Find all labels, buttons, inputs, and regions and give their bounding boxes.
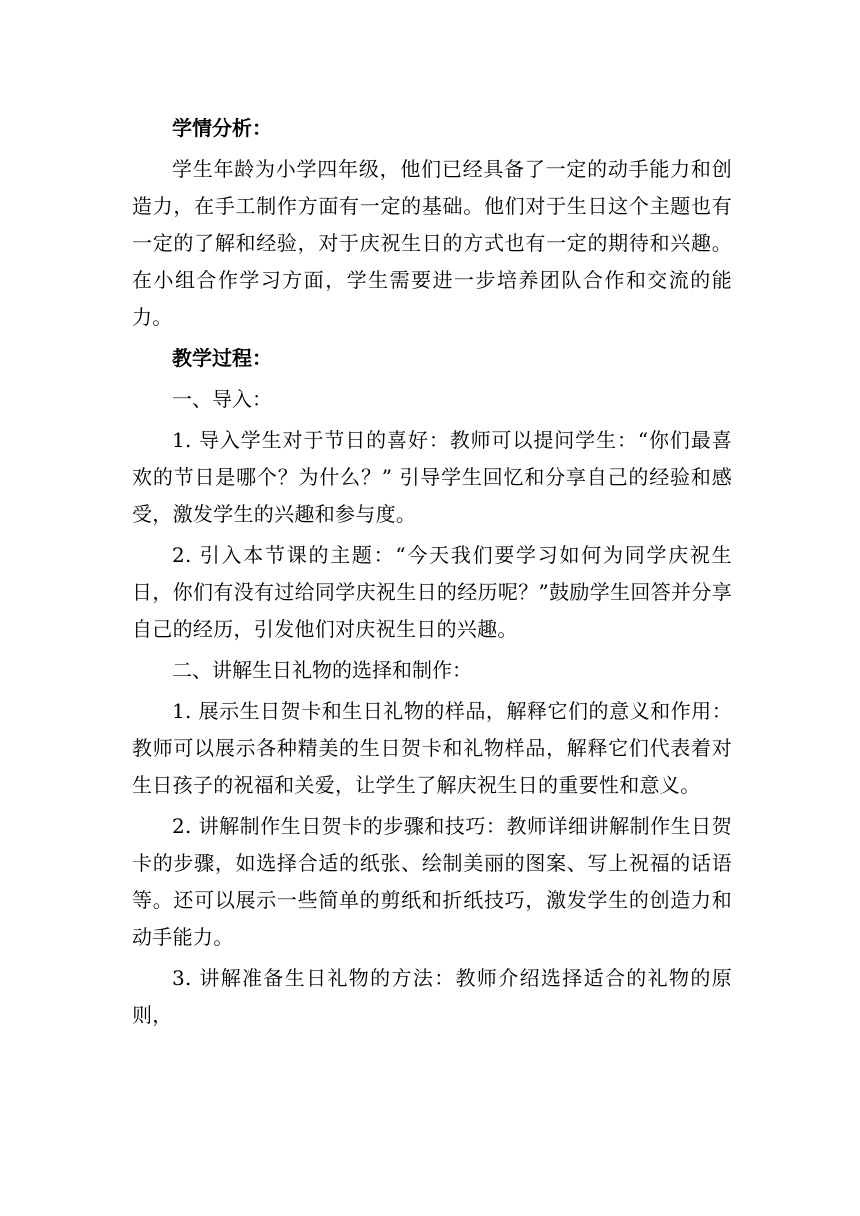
- part1-item-1: 1. 导入学生对于节日的喜好：教师可以提问学生：“你们最喜欢的节日是哪个？为什么？” 引导学生回忆和分享自己的经验和感受，激发学生的兴趣和参与度。: [132, 428, 732, 526]
- document-page: [132, 110, 732, 1038]
- part2-item-2: 2. 讲解制作生日贺卡的步骤和技巧：教师详细讲解制作生日贺卡的步骤，如选择合适的纸张、绘制美丽的图案、写上祝福的话语等。还可以展示一些简单的剪纸和折纸技巧，激发学生的创造力和动手能力。: [132, 814, 732, 949]
- part1-title: 一、导入：: [172, 387, 272, 411]
- student-analysis-paragraph: 学生年龄为小学四年级，他们已经具备了一定的动手能力和创造力，在手工制作方面有一定的基础。他们对于生日这个主题也有一定的了解和经验，对于庆祝生日的方式也有一定的期待和兴趣。在小组合作学习方面，学生需要进一步培养团队合作和交流的能力。: [132, 157, 732, 329]
- section-heading-teaching-process: 教学过程：: [172, 346, 272, 370]
- part2-item-3: 3. 讲解准备生日礼物的方法：教师介绍选择适合的礼物的原则，: [132, 966, 732, 1027]
- part2-item-1: 1. 展示生日贺卡和生日礼物的样品，解释它们的意义和作用：教师可以展示各种精美的生日贺卡和礼物样品，解释它们代表着对生日孩子的祝福和关爱，让学生了解庆祝生日的重要性和意义。: [132, 699, 732, 797]
- part2-title: 二、讲解生日礼物的选择和制作：: [172, 658, 472, 682]
- part1-item-2: 2. 引入本节课的主题：“今天我们要学习如何为同学庆祝生日，你们有没有过给同学庆祝生日的经历呢？”鼓励学生回答并分享自己的经历，引发他们对庆祝生日的兴趣。: [132, 543, 732, 641]
- section-heading-student-analysis: 学情分析：: [172, 116, 272, 140]
